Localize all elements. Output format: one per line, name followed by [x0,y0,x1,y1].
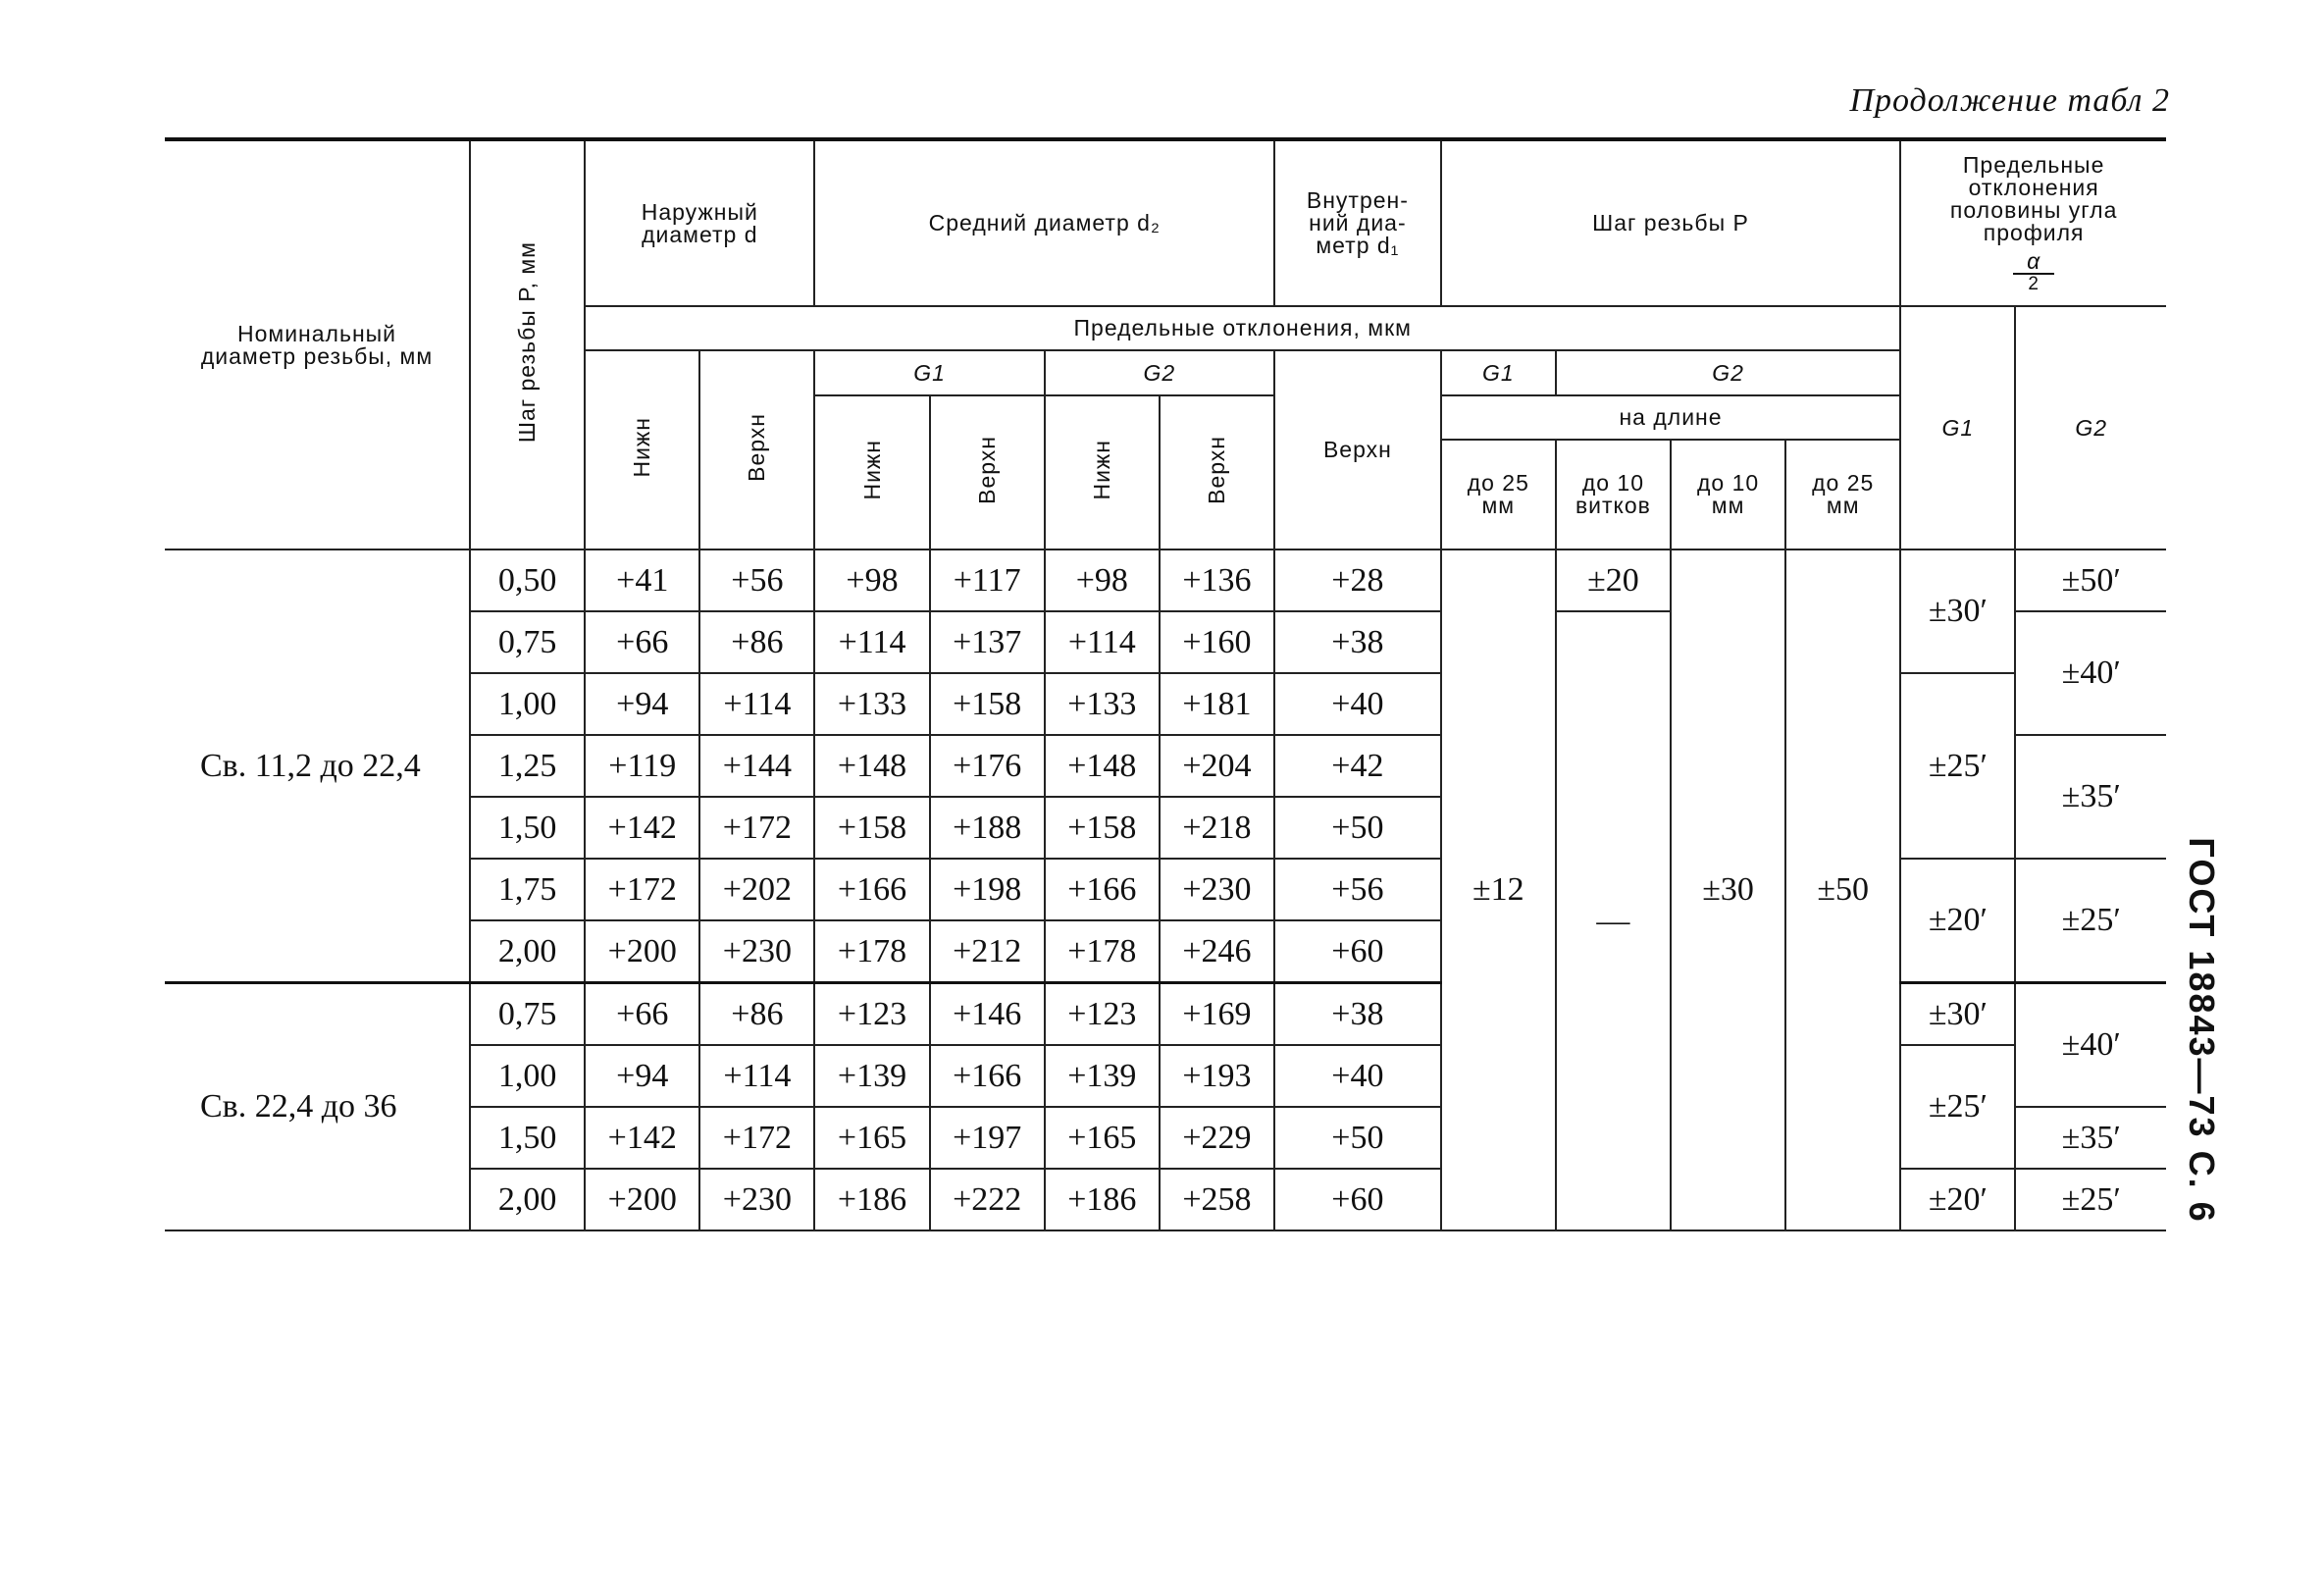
angle-g2-cell: ±35′ [2015,735,2166,859]
cell-inner-upper: +40 [1274,1045,1441,1107]
cell-pitch: 0,75 [470,611,585,673]
header-nominal-diameter: Номинальный диаметр резьбы, мм [165,139,470,550]
cell-mean-g2-lower: +133 [1045,673,1160,735]
cell-outer-upper: +172 [699,797,814,859]
cell-mean-g1-upper: +117 [930,550,1045,611]
cell-pitch: 1,00 [470,673,585,735]
cell-pitch: 1,50 [470,1107,585,1169]
cell-mean-g2-lower: +178 [1045,920,1160,983]
label-upper: Верхн [1203,436,1229,504]
cell-mean-g1-lower: +139 [814,1045,929,1107]
cell-outer-lower: +66 [585,983,699,1046]
header-pitch-deviation: Шаг резьбы P [1441,139,1901,306]
alpha-symbol: α [2013,250,2054,275]
angle-g1-cell: ±25′ [1900,673,2015,859]
cell-outer-upper: +202 [699,859,814,920]
cell-pitch: 2,00 [470,1169,585,1230]
header-mean-g2: G2 [1045,350,1274,395]
cell-inner-upper: +56 [1274,859,1441,920]
cell-outer-lower: +142 [585,1107,699,1169]
cell-mean-g1-upper: +166 [930,1045,1045,1107]
fraction-denominator: 2 [2028,273,2040,294]
cell-pitch: 1,50 [470,797,585,859]
cell-mean-g1-lower: +186 [814,1169,929,1230]
header-pitch-label: Шаг резьбы P, мм [514,241,541,444]
cell-mean-g2-upper: +246 [1160,920,1274,983]
cell-outer-lower: +200 [585,1169,699,1230]
cell-mean-g2-lower: +123 [1045,983,1160,1046]
cell-mean-g2-upper: +218 [1160,797,1274,859]
cell-inner-upper: +50 [1274,1107,1441,1169]
cell-outer-upper: +114 [699,673,814,735]
cell-pitch: 0,75 [470,983,585,1046]
cell-pitch: 1,25 [470,735,585,797]
cell-mean-g2-upper: +204 [1160,735,1274,797]
cell-mean-g2-lower: +114 [1045,611,1160,673]
cell-mean-g1-upper: +158 [930,673,1045,735]
header-along-length: на длине [1441,395,1901,440]
cell-mean-g1-lower: +123 [814,983,929,1046]
cell-outer-lower: +172 [585,859,699,920]
header-angle-g1: G1 [1900,306,2015,550]
cell-outer-lower: +200 [585,920,699,983]
angle-g2-cell: ±25′ [2015,1169,2166,1230]
header-pitch-g1: G1 [1441,350,1556,395]
angle-g2-cell: ±40′ [2015,983,2166,1108]
cell-inner-upper: +50 [1274,797,1441,859]
header-to-10-turns: до 10 витков [1556,440,1671,550]
cell-inner-upper: +60 [1274,1169,1441,1230]
cell-outer-lower: +66 [585,611,699,673]
cell-mean-g1-upper: +137 [930,611,1045,673]
angle-g2-cell: ±50′ [2015,550,2166,611]
tolerance-table [165,137,2166,1231]
cell-outer-upper: +114 [699,1045,814,1107]
pitch-dev-g2-25mm: ±50 [1785,550,1900,1230]
header-mean-g1-upper [930,395,1045,550]
cell-mean-g2-lower: +186 [1045,1169,1160,1230]
cell-inner-upper: +42 [1274,735,1441,797]
cell-mean-g2-lower: +148 [1045,735,1160,797]
cell-mean-g2-upper: +230 [1160,859,1274,920]
cell-mean-g2-lower: +166 [1045,859,1160,920]
header-to-25mm-2: до 25 мм [1785,440,1900,550]
cell-mean-g2-lower: +139 [1045,1045,1160,1107]
nominal-diameter-group: Св. 11,2 до 22,4 [165,550,470,983]
cell-outer-upper: +144 [699,735,814,797]
header-pitch [470,139,585,550]
angle-g1-cell: ±30′ [1900,550,2015,673]
header-pitch-g2: G2 [1556,350,1900,395]
header-mean-diameter: Средний диаметр d₂ [814,139,1274,306]
cell-pitch: 1,00 [470,1045,585,1107]
standard-side-label: ГОСТ 18843—73 С. 6 [2182,837,2222,1224]
header-inner-diameter: Внутрен-ний диа-метр d₁ [1274,139,1441,306]
cell-mean-g2-upper: +169 [1160,983,1274,1046]
cell-outer-upper: +230 [699,920,814,983]
cell-mean-g1-lower: +178 [814,920,929,983]
cell-inner-upper: +38 [1274,611,1441,673]
cell-mean-g2-upper: +193 [1160,1045,1274,1107]
cell-outer-lower: +41 [585,550,699,611]
alpha-half-fraction [2013,247,2054,294]
header-outer-upper [699,350,814,550]
cell-mean-g1-lower: +165 [814,1107,929,1169]
cell-outer-upper: +230 [699,1169,814,1230]
header-mean-g1: G1 [814,350,1044,395]
cell-mean-g1-upper: +188 [930,797,1045,859]
cell-mean-g2-upper: +136 [1160,550,1274,611]
cell-outer-lower: +142 [585,797,699,859]
header-outer-diameter: Наружный диаметр d [585,139,814,306]
pitch-dev-g1: ±12 [1441,550,1556,1230]
cell-pitch: 0,50 [470,550,585,611]
cell-mean-g1-upper: +146 [930,983,1045,1046]
cell-mean-g1-upper: +198 [930,859,1045,920]
header-to-10mm: до 10 мм [1671,440,1785,550]
label-upper: Верхн [744,413,770,482]
cell-mean-g2-upper: +258 [1160,1169,1274,1230]
cell-mean-g1-lower: +114 [814,611,929,673]
cell-inner-upper: +40 [1274,673,1441,735]
angle-g1-cell: ±30′ [1900,983,2015,1046]
cell-mean-g2-lower: +165 [1045,1107,1160,1169]
angle-g2-cell: ±40′ [2015,611,2166,735]
cell-mean-g2-upper: +160 [1160,611,1274,673]
cell-mean-g1-lower: +166 [814,859,929,920]
angle-g1-cell: ±25′ [1900,1045,2015,1169]
pitch-dev-g2-turns-dash: — [1556,611,1671,1230]
header-angle-g2: G2 [2015,306,2166,550]
header-angle-title: Предельные отклонения половины угла профиля [1949,151,2118,245]
label-lower: Нижн [858,440,885,500]
cell-mean-g1-lower: +98 [814,550,929,611]
pitch-dev-g2-turns: ±20 [1556,550,1671,611]
table-row [165,550,2166,611]
label-upper: Верхн [973,436,1000,504]
header-mean-g1-lower [814,395,929,550]
cell-mean-g1-lower: +158 [814,797,929,859]
cell-inner-upper: +60 [1274,920,1441,983]
header-mean-g2-lower [1045,395,1160,550]
label-lower: Нижн [1088,440,1114,500]
cell-mean-g1-upper: +222 [930,1169,1045,1230]
cell-mean-g1-upper: +212 [930,920,1045,983]
cell-outer-upper: +56 [699,550,814,611]
angle-g1-cell: ±20′ [1900,859,2015,983]
cell-mean-g1-lower: +133 [814,673,929,735]
header-to-25mm: до 25 мм [1441,440,1556,550]
header-angle [1900,139,2166,306]
cell-mean-g2-upper: +229 [1160,1107,1274,1169]
header-limits: Предельные отклонения, мкм [585,306,1900,350]
cell-mean-g2-lower: +158 [1045,797,1160,859]
cell-outer-lower: +94 [585,1045,699,1107]
cell-outer-upper: +86 [699,983,814,1046]
cell-outer-upper: +172 [699,1107,814,1169]
cell-pitch: 2,00 [470,920,585,983]
cell-inner-upper: +38 [1274,983,1441,1046]
cell-mean-g1-upper: +176 [930,735,1045,797]
nominal-diameter-group: Св. 22,4 до 36 [165,983,470,1231]
angle-g1-cell: ±20′ [1900,1169,2015,1230]
angle-g2-cell: ±25′ [2015,859,2166,983]
table-caption: Продолжение табл 2 [1849,82,2170,119]
angle-g2-cell: ±35′ [2015,1107,2166,1169]
cell-outer-upper: +86 [699,611,814,673]
cell-inner-upper: +28 [1274,550,1441,611]
cell-outer-lower: +94 [585,673,699,735]
cell-mean-g2-lower: +98 [1045,550,1160,611]
header-outer-lower [585,350,699,550]
cell-mean-g2-upper: +181 [1160,673,1274,735]
cell-mean-g1-upper: +197 [930,1107,1045,1169]
cell-pitch: 1,75 [470,859,585,920]
label-lower: Нижн [629,417,655,478]
header-inner-upper: Верхн [1274,350,1441,550]
header-mean-g2-upper [1160,395,1274,550]
pitch-dev-g2-10mm: ±30 [1671,550,1785,1230]
cell-outer-lower: +119 [585,735,699,797]
cell-mean-g1-lower: +148 [814,735,929,797]
